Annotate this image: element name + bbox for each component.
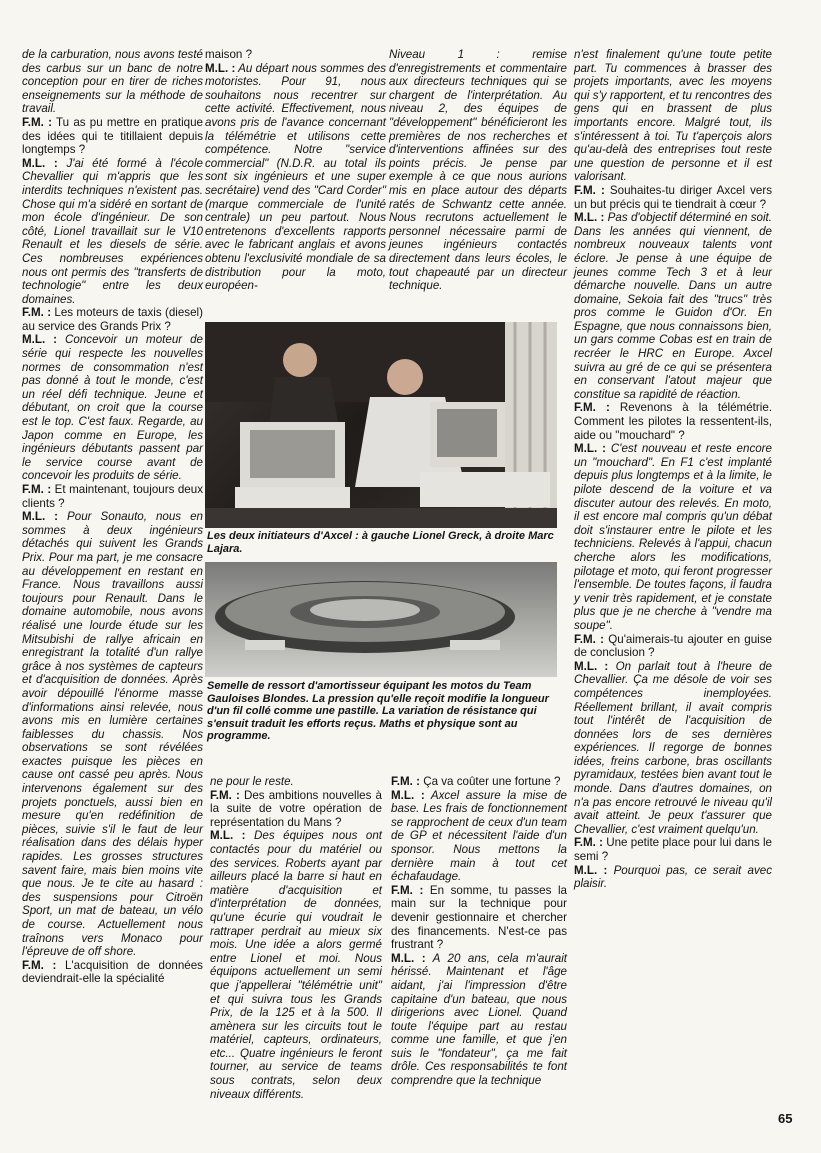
paragraph [210, 789, 382, 830]
paragraph [574, 660, 772, 837]
paragraph [391, 789, 567, 884]
paragraph-text: ne pour le reste. [210, 775, 294, 788]
paragraph [210, 829, 382, 1101]
speaker-label: M.L. : [205, 61, 236, 75]
paragraph-text: Revenons à la télémétrie. Comment les pilotes la ressentent-ils, aide ou "mouchard" ? [574, 401, 772, 442]
paragraph [574, 401, 772, 442]
paragraph [22, 510, 203, 959]
paragraph-text: de la carburation, nous avons testé des carbus sur un banc de notre conception pour en tirer de riches enseignements sur la méthode de travail. [22, 48, 203, 116]
paragraph-text: A 20 ans, cela m'aurait hérissé. Maintenant et l'âge aidant, j'ai l'impression d'être capitaine d'un bateau, que nous dirigerions avec Lionel. Quand toute l'équipe part au restau comme une famille, et que j'en suis le "fondateur", ça me fait drôle. Ces responsabilités te font comprendre que la technique [391, 951, 568, 1088]
paragraph [22, 306, 203, 333]
speaker-label: M.L. : [574, 442, 606, 456]
paragraph-text: Et maintenant, toujours deux clients ? [22, 483, 203, 510]
paragraph-text: Tu as pu mettre en pratique des idées qui te titillaient depuis longtemps ? [22, 115, 203, 157]
paragraph-text: n'est finalement qu'une toute petite part. Tu commences à brasser des projets importants, avec les moyens qui s'y rapportent, et tu rencontres des gens qui en brassent de plus importants encore. Malgré tout, ils s'intéressent à toi. Tu t'aperçois alors qu'au-delà des entreprises tout reste une question de personne et il est valorisant. [574, 48, 772, 184]
speaker-label: F.M. : [574, 401, 610, 415]
column-4 [574, 48, 772, 1098]
photo-two-engineers-with-computers [205, 322, 557, 528]
speaker-label: F.M. : [391, 775, 420, 788]
speaker-label: M.L. : [210, 829, 246, 843]
column-2-bottom [210, 775, 382, 1100]
paragraph-text: Qu'aimerais-tu ajouter en guise de conclusion ? [574, 632, 773, 660]
paragraph-text: Des équipes nous ont contactés pour du matériel ou des services. Roberts ayant par ailleurs placé la barre si haut en matière d'acquisition et d'interprétation de données, qu'une écurie qui voudrait le rattraper perdrait au mieux six mois. Une idée a alors germé entre Lionel et moi. Nous équipons actuellement un semi que j'appellerai "télémétrie unit" et qui suivra tous les Grands Prix, de la 125 et à la 500. Il amènera sur les circuits tout le matériel, capteurs, ordinateurs, etc... Quatre ingénieurs le feront tourner, au service de teams sous contrats, selon deux niveaux différents. [210, 829, 383, 1101]
paragraph [205, 48, 386, 62]
paragraph [22, 483, 203, 510]
speaker-label: M.L. : [391, 951, 426, 965]
photo-caption-spring-plate: Semelle de ressort d'amortisseur équipant les motos du Team Gauloises Blondes. La pression qu'elle reçoit modifie la longueur d'un fil collé comme une pastille. La variation de résistance qui s'ensuit traduit les efforts reçus. Maths et physique sont au programme. [207, 680, 549, 742]
speaker-label: F.M. : [22, 115, 52, 129]
photo-illustration [205, 322, 557, 528]
speaker-label: F.M. : [210, 788, 240, 802]
paragraph-text: L'acquisition de données deviendrait-elle la spécialité [22, 958, 203, 986]
paragraph-text: Ça va coûter une fortune ? [419, 775, 561, 788]
column-3-bottom [391, 775, 567, 1100]
speaker-label: M.L. : [574, 659, 609, 673]
speaker-label: M.L. : [574, 211, 605, 225]
speaker-label: M.L. : [574, 863, 608, 877]
photo-caption-engineers: Les deux initiateurs d'Axcel : à gauche Lionel Greck, à droite Marc Lajara. [207, 530, 554, 555]
speaker-label: M.L. : [22, 333, 58, 347]
paragraph-text: maison ? [205, 48, 253, 61]
paragraph [210, 775, 382, 789]
speaker-label: F.M. : [574, 183, 605, 197]
speaker-label: F.M. : [391, 883, 424, 897]
paragraph-text: Au départ nous sommes des motoristes. Pour 91, nous souhaitons nous recentrer sur cette activité. Effectivement, nous avons pris de l'avance concernant la télémétrie et utilisons cette compétence. Notre "service commercial" (N.D.R. au total ils sont six ingénieurs et une super secrétaire) vend des "Card Corder" (marque commerciale de l'unité centrale) un peu partout. Nous entretenons d'excellents rapports avec le fabricant anglais et avons obtenu l'exclusivité mondiale de sa distribution pour la moto, européen- [205, 61, 386, 293]
paragraph [389, 48, 567, 293]
speaker-label: F.M. : [574, 632, 604, 646]
photo-illustration-spring-plate [205, 562, 557, 677]
column-2-top [205, 48, 386, 318]
column-1 [22, 48, 203, 1098]
paragraph-text: Une petite place pour lui dans le semi ? [574, 836, 772, 864]
paragraph [574, 211, 772, 401]
paragraph-text: Concevoir un moteur de série qui respecte les nouvelles normes de consommation n'est pas donné à tout le monde, c'est un réel défi technique. Jeune et débutant, on croit que la course est le top. C'est faux. Regarde, au Japon comme en Europe, les ingénieurs débutants passent par le service course avant de concevoir les produits de série. [22, 333, 203, 483]
paragraph [574, 633, 772, 660]
paragraph [22, 333, 203, 483]
paragraph [391, 775, 567, 789]
page-number: 65 [778, 1111, 793, 1126]
paragraph [391, 952, 567, 1088]
paragraph [574, 48, 772, 184]
speaker-label: M.L. : [22, 156, 58, 170]
paragraph-text: C'est nouveau et reste encore un "mouchard". En F1 c'est implanté depuis plus longtemps et à la limite, le pilote descend de la voiture et va discuter autour des relevés. En moto, il est encore mal compris qu'un débat doit s'instaurer entre le pilote et les techniciens. Relevés à l'appui, chacun cherche alors les modifications, pilotage et moto, qui feront progresser l'ensemble. De toutes façons, il faudra y venir très rapidement, et je constate plus que je ne cherche à "vendre ma soupe". [574, 442, 772, 632]
column-3-top [389, 48, 567, 320]
photo-shock-spring-plate [205, 562, 557, 677]
paragraph-text: Pourquoi pas, ce serait avec plaisir. [574, 863, 773, 891]
speaker-label: M.L. : [22, 510, 59, 524]
speaker-label: F.M. : [22, 483, 52, 496]
paragraph-text: Des ambitions nouvelles à la suite de votre opération de représentation du Mans ? [210, 788, 382, 829]
paragraph [205, 62, 386, 293]
paragraph-text: On parlait tout à l'heure de Chevallier. Ça me désole de voir ses compétences inemployées. Réellement brillant, il avait compris tout l'intérêt de l'acquisition de données lors de ses dernières expériences. Il regorge de bonnes idées, freins carbone, bras oscillants pyramidaux, testées bien avant tout le monde. Dans d'autres domaines, on n'a pas encore retrouvé le niveau qu'il avait atteint. Je peux t'assurer que Chevallier, c'est vraiment quelqu'un. [574, 659, 773, 836]
paragraph-text: Les moteurs de taxis (diesel) au service des Grands Prix ? [22, 306, 203, 333]
paragraph [574, 442, 772, 632]
paragraph-text: En somme, tu passes la main sur la technique pour devenir gestionnaire et chercher des financements. N'est-ce pas frustrant ? [391, 883, 567, 952]
paragraph-text: Niveau 1 : remise d'enregistrements et commentaire aux directeurs techniques qui se chargent de l'interprétation. Au niveau 2, des équipes de "développement" bénéficieront les premières de nos recherches et d'interventions affinées sur des points précis. Je pense par exemple à ce que nous aurions mis en place autour des départs ratés de Schwantz cette année. Nous recrutons actuellement le personnel nécessaire parmi de jeunes ingénieurs contactés directement dans leurs écoles, le tout chapeauté par un directeur technique. [389, 48, 567, 293]
paragraph [574, 184, 772, 211]
paragraph [22, 157, 203, 307]
paragraph-text: Pas d'objectif déterminé en soit. Dans les années qui viennent, de nombreux nouveaux talents vont éclore. Je pense à une équipe de jeunes comme Tech 3 et à leur démarche nouvelle. Dans un autre domaine, Sekoia fait des "trucs" très pros comme le Guidon d'Or. En Espagne, que nous connaissons bien, un gars comme Cobas est en train de recréer le HRC en Europe. Axcel suivra au gré de ce qui se présentera en conservant l'atout majeur que constitue sa rapidité de réaction. [574, 211, 772, 401]
paragraph-text: Pour Sonauto, nous en sommes à deux ingénieurs détachés qui suivent les Grands Prix. Pour ma part, je me consacre au développement en restant en France. Nous travaillons aussi toujours pour Renault. Dans le domaine automobile, nous avons réalisé une lourde étude sur les Mitsubishi de rallye africain en enregistrant la totalité d'un rallye grâce à nos systèmes de capteurs et d'acquisition de données. Après avoir dépouillé l'énorme masse d'informations ainsi relevée, nous avons mis en lumière certaines faiblesses du chassis. Nos observations se sont révélées exactes puisque les pièces en cause ont cassé peu après. Nous intervenons également sur des projets ponctuels, aussi bien en mesure qu'en redéfinition de pièces, suivie s'il le faut de leur réalisation dans des délais hyper rapides. Les grosses structures savent faire, mais bien moins vite que nous. Je te cite au hasard : des suspensions pour Citroën Sport, un mat de bateau, un vélo de course. Actuellement nous traînons vers Monaco pour l'épreuve de off shore. [22, 510, 203, 959]
paragraph [22, 959, 203, 986]
paragraph-text: J'ai été formé à l'école Chevallier qui m'appris que les interdits techniques n'existent pas. Chose qui m'a sidéré en sortant de mon école d'ingénieur. De son côté, Lionel travaillait sur le V10 Renault et les diesels de série. Ces nombreuses expériences nous ont permis des "transferts de technologie" entre les deux domaines. [22, 156, 203, 306]
paragraph [574, 864, 772, 891]
speaker-label: F.M. : [574, 836, 603, 850]
paragraph [574, 836, 772, 863]
paragraph-text: Axcel assure la mise de base. Les frais de fonctionnement se rapprochent de ceux d'un team de GP et nécessitent l'aide d'un sponsor. Nous mettons la dernière main à tout cet échafaudage. [391, 788, 567, 884]
speaker-label: F.M. : [22, 306, 52, 320]
paragraph [22, 116, 203, 157]
paragraph [391, 884, 567, 952]
paragraph-text: Souhaites-tu diriger Axcel vers un but précis qui te tiendrait à cœur ? [574, 183, 773, 211]
speaker-label: M.L. : [391, 788, 425, 802]
speaker-label: F.M. : [22, 958, 57, 972]
paragraph [22, 48, 203, 116]
